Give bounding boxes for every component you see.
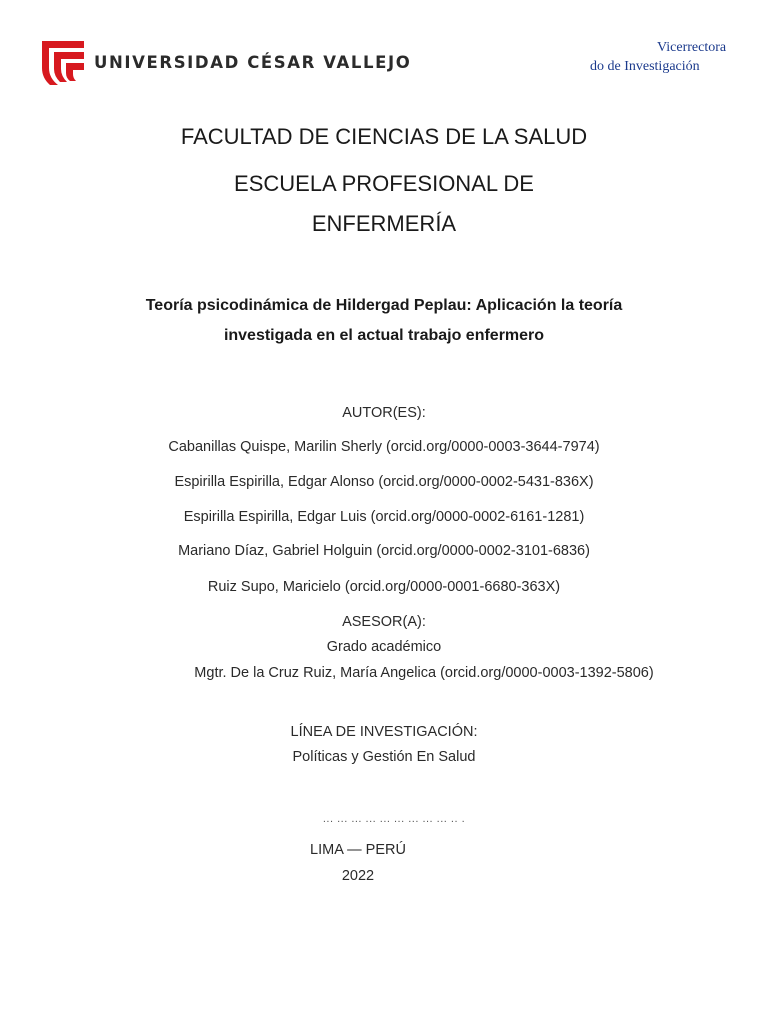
author-item: Ruiz Supo, Maricielo (orcid.org/0000-0001-6680-363X) bbox=[207, 579, 561, 595]
author-item: Mariano Díaz, Gabriel Holguin (orcid.org/0000-0002-3101-6836) bbox=[178, 543, 590, 559]
author-item: Cabanillas Quispe, Marilin Sherly (orcid.org/0000-0003-3644-7974) bbox=[168, 439, 600, 455]
authors-label: AUTOR(ES): bbox=[342, 405, 426, 421]
advisor-degree: Grado académico bbox=[326, 639, 442, 655]
author-item: Espirilla Espirilla, Edgar Luis (orcid.org/0000-0002-6161-1281) bbox=[183, 509, 585, 525]
author-item: Espirilla Espirilla, Edgar Alonso (orcid.org/0000-0002-5431-836X) bbox=[174, 474, 594, 490]
university-name: UNIVERSIDAD CÉSAR VALLEJO bbox=[94, 53, 412, 72]
advisor-label: ASESOR(A): bbox=[342, 614, 426, 630]
research-line-label: LÍNEA DE INVESTIGACIÓN: bbox=[290, 724, 478, 740]
year: 2022 bbox=[341, 868, 375, 884]
ucv-shield-logo-icon bbox=[40, 38, 86, 88]
thesis-title-line1: Teoría psicodinámica de Hildergad Peplau: Aplicación la teoría bbox=[145, 297, 623, 314]
advisor-name: Mgtr. De la Cruz Ruiz, María Angelica (orcid.org/0000-0003-1392-5806) bbox=[194, 665, 654, 681]
school-title-line2: ENFERMERÍA bbox=[311, 211, 457, 236]
thesis-title-line2: investigada en el actual trabajo enfermero bbox=[223, 327, 545, 344]
faculty-title: FACULTAD DE CIENCIAS DE LA SALUD bbox=[180, 124, 588, 149]
city-country: LIMA — PERÚ bbox=[310, 842, 406, 858]
school-title-line1: ESCUELA PROFESIONAL DE bbox=[234, 171, 534, 196]
research-line-value: Políticas y Gestión En Salud bbox=[292, 749, 476, 765]
vice-rectorate-line2: do de Investigación bbox=[590, 59, 700, 74]
dotted-separator: ... ... ... ... ... ... ... ... ... .. . bbox=[322, 813, 466, 825]
vice-rectorate-line1: Vicerrectora bbox=[657, 40, 727, 55]
